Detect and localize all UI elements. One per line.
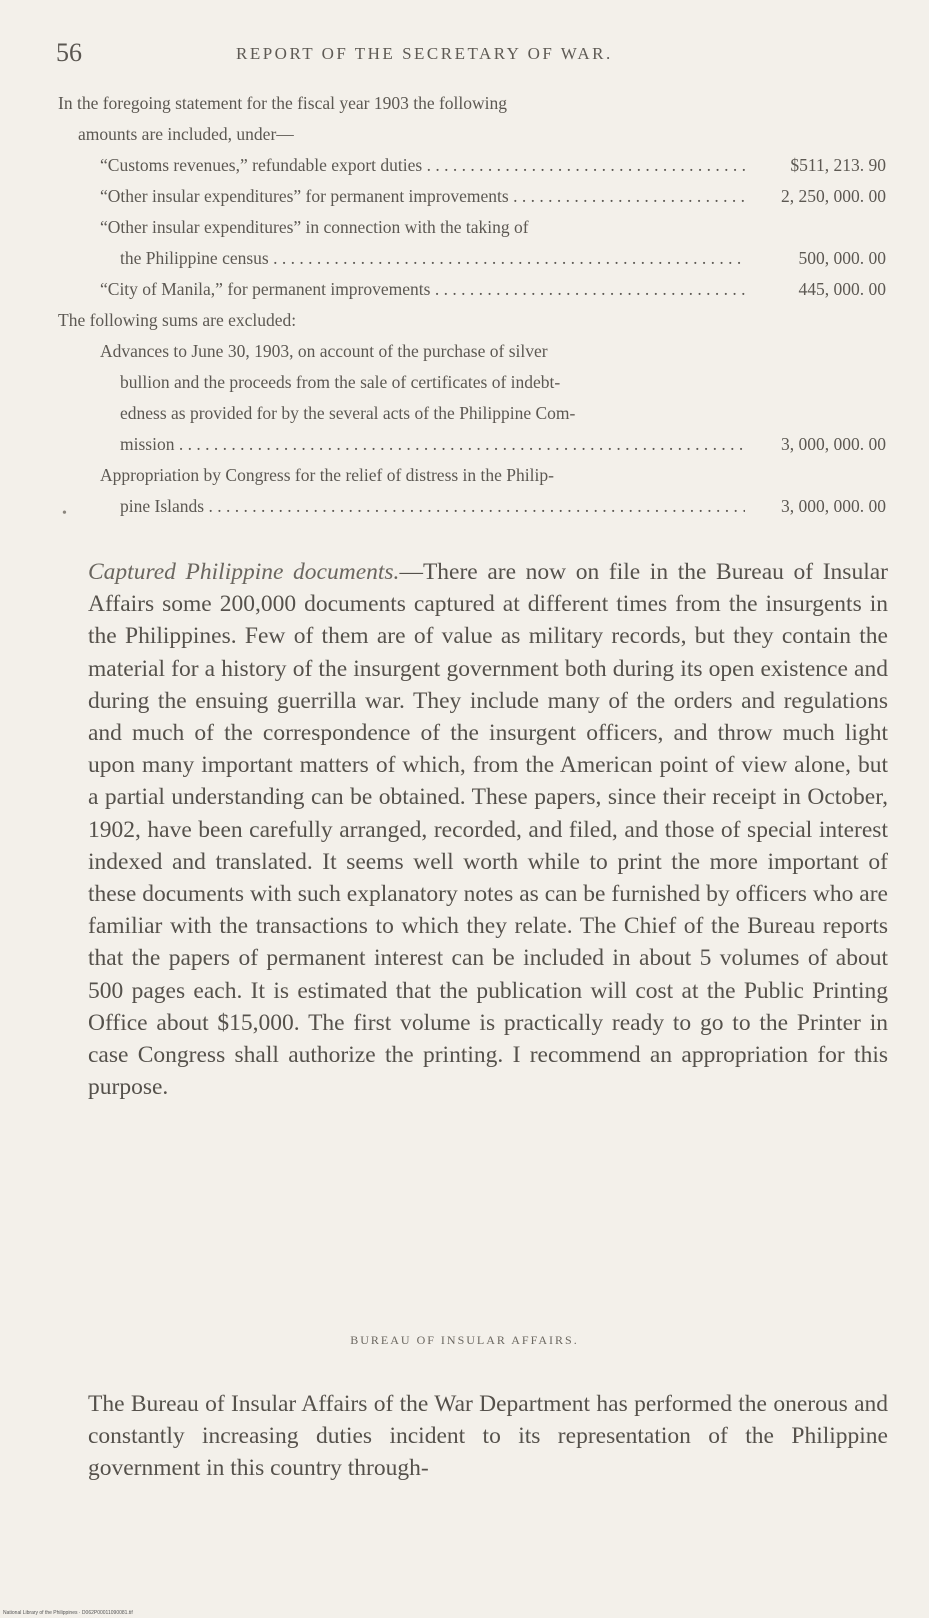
included-item-1-label: “Customs revenues,” refundable export duties . . . [100, 150, 745, 182]
running-head: REPORT OF THE SECRETARY OF WAR. [236, 44, 613, 63]
excluded-intro: The following sums are excluded: [58, 310, 297, 330]
included-item-2-amount: 2, 250, 000. 00 [781, 186, 886, 206]
excluded-item-1-line-2: bullion and the proceeds from the sale of certificates of indebt- [120, 372, 561, 392]
bureau-body: The Bureau of Insular Affairs of the War Department has performed the onerous and constantly increasing duties incident to its representation of the Philippine government in this country through- [88, 1391, 888, 1482]
included-item-3-amount: 500, 000. 00 [798, 248, 886, 268]
scan-credit: National Library of the Philippines · D062P00011090081.tif [3, 1610, 133, 1616]
page-number: 56 [56, 38, 82, 67]
included-item-2-label: “Other insular expenditures” for permanent improvements . . . [100, 181, 745, 213]
captured-documents-paragraph [88, 556, 888, 1103]
page-header [56, 38, 886, 78]
statement-intro-line-2: amounts are included, under— [78, 124, 294, 144]
excluded-item-1-line-3: edness as provided for by the several acts of the Philippine Com- [120, 403, 576, 423]
included-item-3-line-1: “Other insular expenditures” in connection with the taking of [100, 217, 529, 237]
captured-documents-body: —There are now on file in the Bureau of Insular Affairs some 200,000 documents captured at different times from the insurgents in the Philippines. Few of them are of value as military records, but they contain the material for a history of the insurgent government both during its open existence and during the ensuing guerrilla war. They include many of the orders and regulations and much of the correspondence of the insurgent officers, and throw much light upon many important matters of which, from the American point of view alone, but a partial understanding can be obtained. These papers, since their receipt in October, 1902, have been carefully arranged, recorded, and filed, and those of special interest indexed and translated. It seems well worth while to print the more important of these documents with such explanatory notes as can be furnished by officers who are familiar with the transactions to which they relate. The Chief of the Bureau reports that the papers of permanent interest can be included in about 5 volumes of about 500 pages each. It is estimated that the publication will cost at the Public Printing Office about $15,000. The first volume is practically ready to go to the Printer in case Congress shall authorize the printing. I recommend an appropriation for this purpose. [88, 559, 888, 1101]
excluded-item-2-amount: 3, 000, 000. 00 [781, 496, 886, 516]
included-item-1-amount: $511, 213. 90 [790, 155, 886, 175]
excluded-item-2-line-1: Appropriation by Congress for the relief of distress in the Philip- [100, 465, 554, 485]
included-item-4-amount: 445, 000. 00 [798, 279, 886, 299]
bureau-paragraph [88, 1388, 888, 1485]
margin-mark: • [62, 506, 67, 521]
bureau-section-heading: BUREAU OF INSULAR AFFAIRS. [350, 1333, 579, 1347]
excluded-item-2-label: pine Islands . . . [120, 491, 745, 523]
excluded-item-1-line-1: Advances to June 30, 1903, on account of the purchase of silver [100, 341, 548, 361]
included-item-4-label: “City of Manila,” for permanent improvements . . . [100, 274, 745, 306]
captured-documents-heading: Captured Philippine documents. [88, 559, 400, 585]
statement-intro-line-1: In the foregoing statement for the fiscal year 1903 the following [58, 93, 508, 113]
included-item-3-label: the Philippine census . . . [120, 243, 745, 275]
excluded-item-1-amount: 3, 000, 000. 00 [781, 434, 886, 454]
excluded-item-1-label: mission . . . [120, 429, 745, 461]
